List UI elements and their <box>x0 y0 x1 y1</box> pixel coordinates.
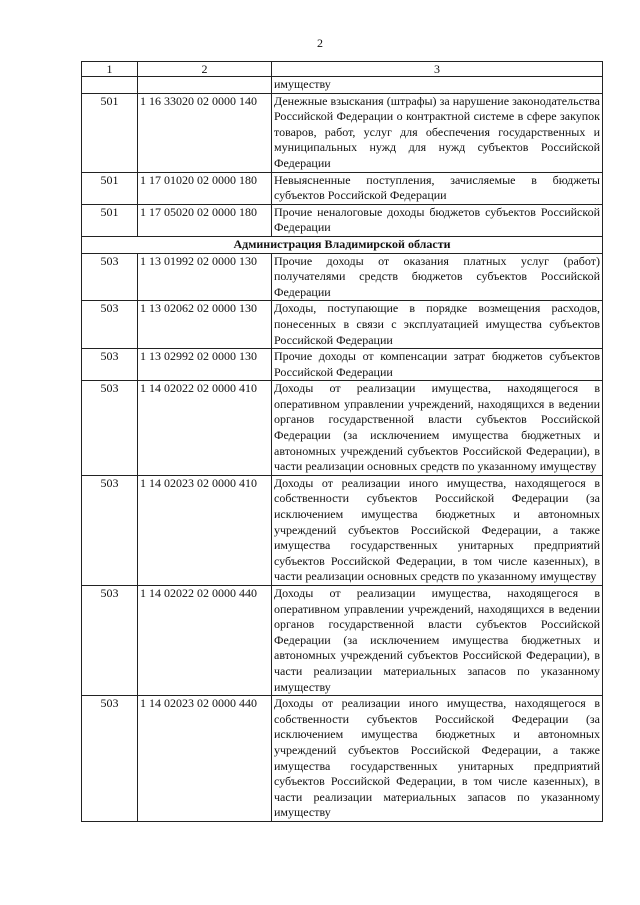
table-row <box>82 301 603 349</box>
table-row <box>82 253 603 301</box>
revenue-name: Доходы от реализации иного имущества, находящегося в собственности субъектов Российской Федерации (за исключением имущества бюджетных и автономных учреждений субъектов Российской Федерации, а также имущества государственных унитарных предприятий субъектов Российской Федерации, в том числе казенных), в части реализации основных средств по указанному имуществу <box>272 475 603 585</box>
revenue-name: Доходы, поступающие в порядке возмещения расходов, понесенных в связи с эксплуатацией имущества субъектов Российской Федерации <box>272 301 603 349</box>
revenue-name: Доходы от реализации иного имущества, находящегося в собственности субъектов Российской Федерации (за исключением имущества бюджетных и автономных учреждений субъектов Российской Федерации, а также имущества государственных унитарных предприятий субъектов Российской Федерации, в том числе казенных), в части реализации материальных запасов по указанному имуществу <box>272 696 603 822</box>
table-row <box>82 349 603 381</box>
admin-code: 501 <box>82 172 138 204</box>
admin-code: 503 <box>82 696 138 822</box>
header-row <box>82 62 603 77</box>
empty-cell <box>82 77 138 94</box>
revenue-code: 1 13 02062 02 0000 130 <box>138 301 272 349</box>
revenue-code: 1 14 02022 02 0000 410 <box>138 381 272 476</box>
revenue-name: Доходы от реализации имущества, находящегося в оперативном управлении учреждений, находящихся в ведении органов государственной власти субъектов Российской Федерации (за исключением имущества бюджетных и автономных учреждений субъектов Российской Федерации), в части реализации материальных запасов по указанному имуществу <box>272 586 603 696</box>
revenue-name: Прочие неналоговые доходы бюджетов субъектов Российской Федерации <box>272 204 603 236</box>
table-row <box>82 475 603 585</box>
revenue-table <box>81 61 603 822</box>
revenue-code: 1 14 02023 02 0000 440 <box>138 696 272 822</box>
revenue-code: 1 17 05020 02 0000 180 <box>138 204 272 236</box>
continuation-text: имуществу <box>272 77 603 94</box>
header-col-3: 3 <box>272 62 603 77</box>
table-row <box>82 696 603 822</box>
section-title: Администрация Владимирской области <box>82 236 603 253</box>
header-col-2: 2 <box>138 62 272 77</box>
table-row <box>82 204 603 236</box>
page-number: 2 <box>317 36 323 50</box>
admin-code: 501 <box>82 204 138 236</box>
admin-code: 503 <box>82 253 138 301</box>
table-row <box>82 586 603 696</box>
empty-cell <box>138 77 272 94</box>
revenue-code: 1 17 01020 02 0000 180 <box>138 172 272 204</box>
admin-code: 503 <box>82 301 138 349</box>
revenue-name: Невыясненные поступления, зачисляемые в бюджеты субъектов Российской Федерации <box>272 172 603 204</box>
admin-code: 503 <box>82 475 138 585</box>
revenue-code: 1 14 02022 02 0000 440 <box>138 586 272 696</box>
revenue-name: Прочие доходы от компенсации затрат бюджетов субъектов Российской Федерации <box>272 349 603 381</box>
revenue-code: 1 16 33020 02 0000 140 <box>138 93 272 172</box>
admin-code: 503 <box>82 349 138 381</box>
admin-code: 503 <box>82 586 138 696</box>
table-row <box>82 172 603 204</box>
header-col-1: 1 <box>82 62 138 77</box>
continuation-row <box>82 77 603 94</box>
revenue-code: 1 14 02023 02 0000 410 <box>138 475 272 585</box>
admin-code: 503 <box>82 381 138 476</box>
table-row <box>82 93 603 172</box>
revenue-name: Денежные взыскания (штрафы) за нарушение законодательства Российской Федерации о контрактной системе в сфере закупок товаров, работ, услуг для обеспечения государственных и муниципальных нужд для нужд субъектов Российской Федерации <box>272 93 603 172</box>
section-row <box>82 236 603 253</box>
revenue-name: Прочие доходы от оказания платных услуг (работ) получателями средств бюджетов субъектов Российской Федерации <box>272 253 603 301</box>
revenue-code: 1 13 01992 02 0000 130 <box>138 253 272 301</box>
revenue-name: Доходы от реализации имущества, находящегося в оперативном управлении учреждений, находящихся в ведении органов государственной власти субъектов Российской Федерации (за исключением имущества бюджетных и автономных учреждений субъектов Российской Федерации), в части реализации основных средств по указанному имуществу <box>272 381 603 476</box>
admin-code: 501 <box>82 93 138 172</box>
table-row <box>82 381 603 476</box>
revenue-code: 1 13 02992 02 0000 130 <box>138 349 272 381</box>
